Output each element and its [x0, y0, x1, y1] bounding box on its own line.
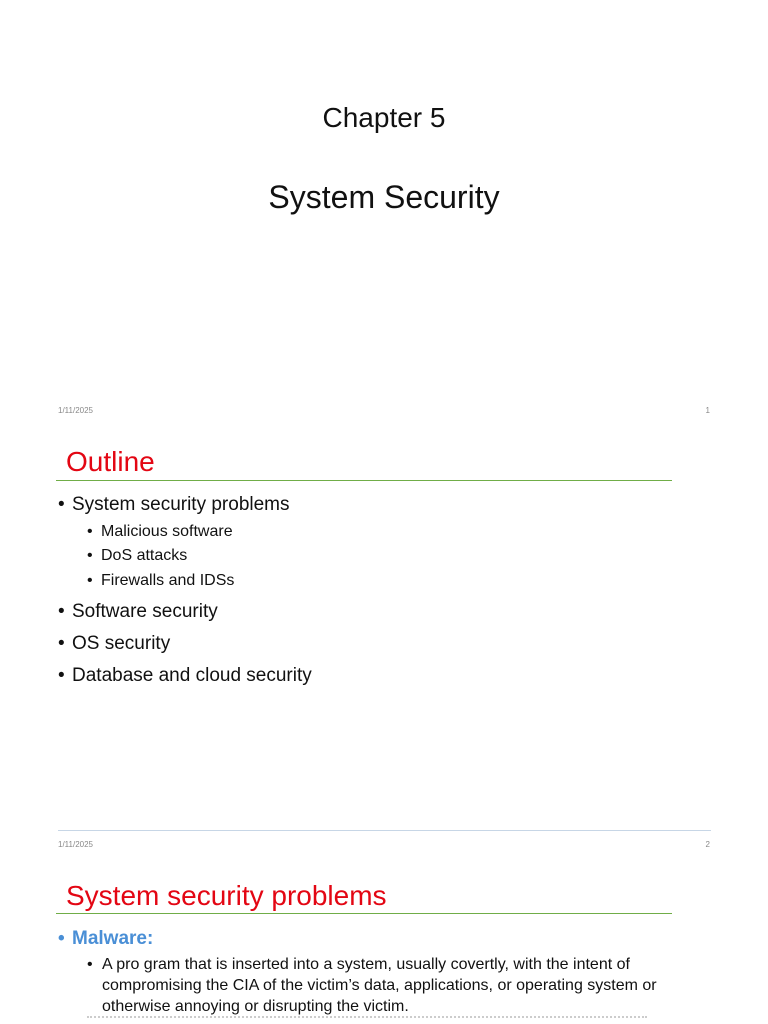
malware-heading	[58, 926, 153, 952]
slide-3	[0, 864, 768, 1024]
title-underline	[56, 913, 672, 914]
slide-3-title: System security problems	[66, 880, 387, 911]
bullet-icon: •	[87, 523, 93, 540]
slide-1	[0, 0, 768, 432]
outline-subitem-label: DoS attacks	[101, 547, 188, 564]
slide-2	[0, 432, 768, 864]
slide-2-date: 1/11/2025	[58, 840, 93, 849]
bullet-icon: •	[58, 928, 65, 949]
outline-subitem-label: Firewalls and IDSs	[101, 572, 235, 589]
chapter-heading: Chapter 5	[322, 102, 446, 133]
bullet-icon: •	[58, 665, 65, 686]
bullet-icon: •	[58, 494, 65, 515]
outline-item	[58, 599, 218, 625]
slide-divider	[58, 830, 711, 831]
bullet-icon: •	[87, 956, 93, 973]
malware-definition	[87, 954, 717, 1017]
slide-2-title: Outline	[66, 446, 155, 477]
bullet-icon: •	[58, 633, 65, 654]
cut-off-text-line	[87, 1016, 647, 1024]
slide-1-title: System Security	[268, 179, 500, 215]
outline-item	[58, 492, 290, 518]
bullet-icon: •	[58, 601, 65, 622]
outline-item-label: System security problems	[72, 494, 290, 515]
outline-item	[58, 631, 170, 657]
title-underline	[56, 480, 672, 481]
slide-1-date: 1/11/2025	[58, 406, 93, 415]
outline-subitem	[87, 570, 234, 592]
outline-subitem	[87, 545, 187, 567]
outline-item-label: Software security	[72, 601, 218, 622]
outline-subitem	[87, 521, 233, 543]
bullet-icon: •	[87, 547, 93, 564]
outline-item-label: Database and cloud security	[72, 665, 312, 686]
malware-definition-text: A pro gram that is inserted into a system, usually covertly, with the intent of compromising the CIA of the victim’s data, applications, or operating system or otherwise annoying or disrupting the victim.	[102, 956, 657, 1015]
bullet-icon: •	[87, 572, 93, 589]
outline-item	[58, 663, 312, 689]
outline-item-label: OS security	[72, 633, 171, 654]
outline-subitem-label: Malicious software	[101, 523, 233, 540]
slide-1-page-number: 1	[705, 406, 710, 415]
slide-2-page-number: 2	[705, 840, 710, 849]
malware-heading-label: Malware:	[72, 928, 154, 949]
